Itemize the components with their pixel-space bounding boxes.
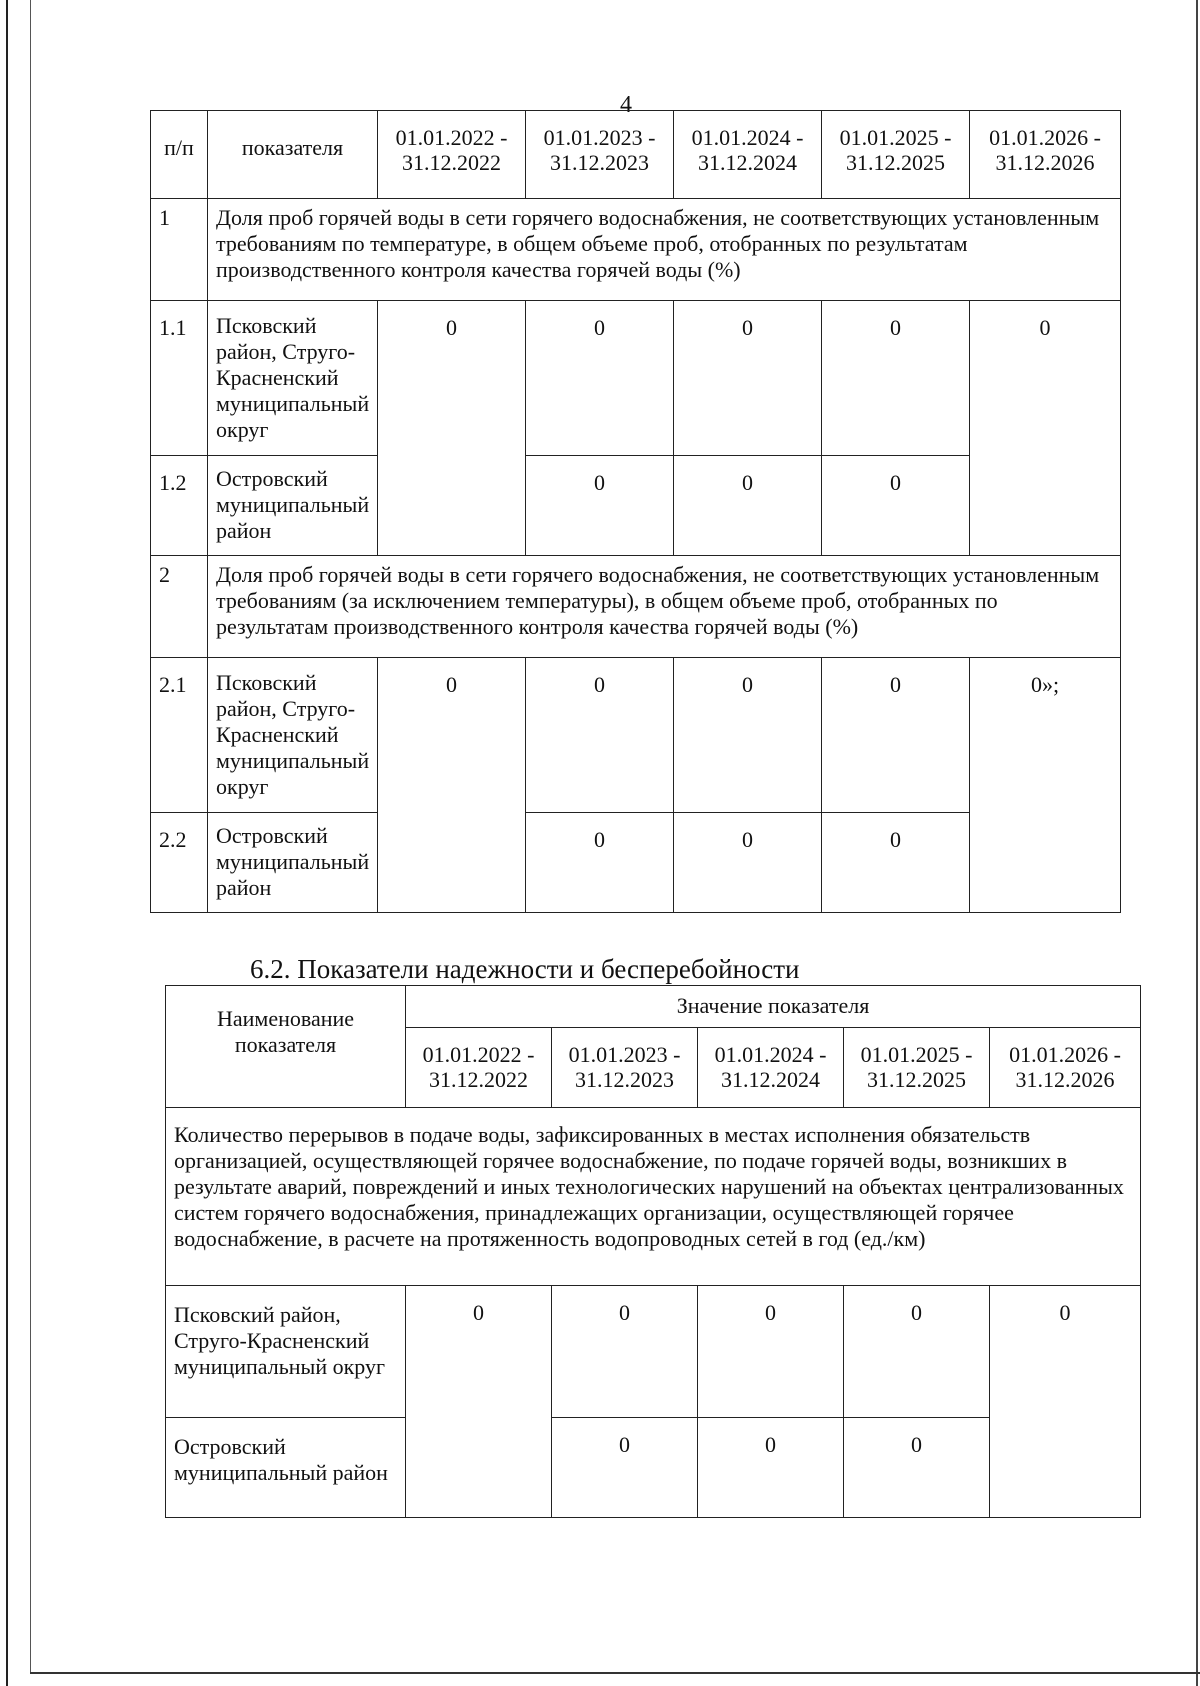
value-2024: 0 — [698, 1418, 844, 1518]
row-name: Псковский район, Струго-Красненский муниципальный округ — [208, 658, 378, 813]
value-2024: 0 — [674, 813, 822, 913]
row-num: 1.1 — [151, 301, 208, 456]
header-period-2022: 01.01.2022 - 31.12.2022 — [406, 1028, 552, 1108]
table2-header-row — [166, 986, 1141, 1028]
header-period-2022: 01.01.2022 - 31.12.2022 — [378, 111, 526, 199]
table2-title: Количество перерывов в подаче воды, зафиксированных в местах исполнения обязательств организацией, осуществляющей горячее водоснабжение, по подаче горячей воды, возникших в результате аварий, повреждений и иных технологических нарушений на объектах централизованных систем горячего водоснабжения, принадлежащих организации, осуществляющей горячее водоснабжение, в расчете на протяженность водопроводных сетей в год (ед./км) — [166, 1108, 1141, 1286]
value-2024: 0 — [674, 456, 822, 556]
row-num: 1.2 — [151, 456, 208, 556]
header-period-2023: 01.01.2023 - 31.12.2023 — [552, 1028, 698, 1108]
value-2025: 0 — [822, 456, 970, 556]
page-border-bottom — [30, 1672, 1200, 1674]
section1-title-row — [151, 199, 1121, 301]
value-2023: 0 — [526, 658, 674, 813]
table-row — [151, 301, 1121, 456]
table1-header-row — [151, 111, 1121, 199]
value-2025: 0 — [822, 813, 970, 913]
table-row — [166, 1286, 1141, 1418]
value-2025: 0 — [844, 1418, 990, 1518]
value-2024: 0 — [674, 301, 822, 456]
value-2025: 0 — [822, 658, 970, 813]
value-2025: 0 — [844, 1286, 990, 1418]
header-period-2024: 01.01.2024 - 31.12.2024 — [698, 1028, 844, 1108]
value-2022: 0 — [406, 1286, 552, 1518]
row-name: Псковский район, Струго-Красненский муниципальный округ — [208, 301, 378, 456]
header-period-2026: 01.01.2026 - 31.12.2026 — [970, 111, 1121, 199]
value-2023: 0 — [526, 813, 674, 913]
row-name: Островский муниципальный район — [208, 813, 378, 913]
page-number: 4 — [620, 92, 632, 118]
header-period-2024: 01.01.2024 - 31.12.2024 — [674, 111, 822, 199]
header-period-2026: 01.01.2026 - 31.12.2026 — [990, 1028, 1141, 1108]
header-num: п/п — [151, 111, 208, 199]
header-indicator: показателя — [208, 111, 378, 199]
value-2023: 0 — [526, 301, 674, 456]
page-edge-right — [1196, 0, 1198, 1686]
row-name: Островский муниципальный район — [166, 1418, 406, 1518]
header-indicator-name: Наименование показателя — [166, 986, 406, 1108]
row-num: 2.1 — [151, 658, 208, 813]
section2-title-row — [151, 556, 1121, 658]
table-row — [151, 658, 1121, 813]
header-period-2025: 01.01.2025 - 31.12.2025 — [844, 1028, 990, 1108]
value-2024: 0 — [674, 658, 822, 813]
value-2026: 0 — [990, 1286, 1141, 1518]
value-2024: 0 — [698, 1286, 844, 1418]
value-2026: 0»; — [970, 658, 1121, 913]
section-heading: 6.2. Показатели надежности и бесперебойности — [250, 954, 800, 984]
table2-title-row — [166, 1108, 1141, 1286]
value-2023: 0 — [552, 1418, 698, 1518]
page-edge-left — [6, 0, 8, 1686]
section2-num: 2 — [151, 556, 208, 658]
header-period-2025: 01.01.2025 - 31.12.2025 — [822, 111, 970, 199]
section2-title: Доля проб горячей воды в сети горячего водоснабжения, не соответствующих установленным требованиям (за исключением температуры), в общем объеме проб, отобранных по результатам производственного контроля качества горячей воды (%) — [208, 556, 1121, 658]
reliability-indicators-table — [165, 985, 1141, 1518]
header-value-group: Значение показателя — [406, 986, 1141, 1028]
row-name: Псковский район, Струго-Красненский муниципальный округ — [166, 1286, 406, 1418]
row-name: Островский муниципальный район — [208, 456, 378, 556]
section1-title: Доля проб горячей воды в сети горячего водоснабжения, не соответствующих установленным требованиям по температуре, в общем объеме проб, отобранных по результатам производственного контроля качества горячей воды (%) — [208, 199, 1121, 301]
value-2022: 0 — [378, 658, 526, 913]
header-period-2023: 01.01.2023 - 31.12.2023 — [526, 111, 674, 199]
value-2023: 0 — [552, 1286, 698, 1418]
value-2022: 0 — [378, 301, 526, 556]
row-num: 2.2 — [151, 813, 208, 913]
value-2026: 0 — [970, 301, 1121, 556]
section1-num: 1 — [151, 199, 208, 301]
page-border-left — [30, 0, 31, 1672]
value-2023: 0 — [526, 456, 674, 556]
value-2025: 0 — [822, 301, 970, 456]
quality-indicators-table — [150, 110, 1121, 913]
